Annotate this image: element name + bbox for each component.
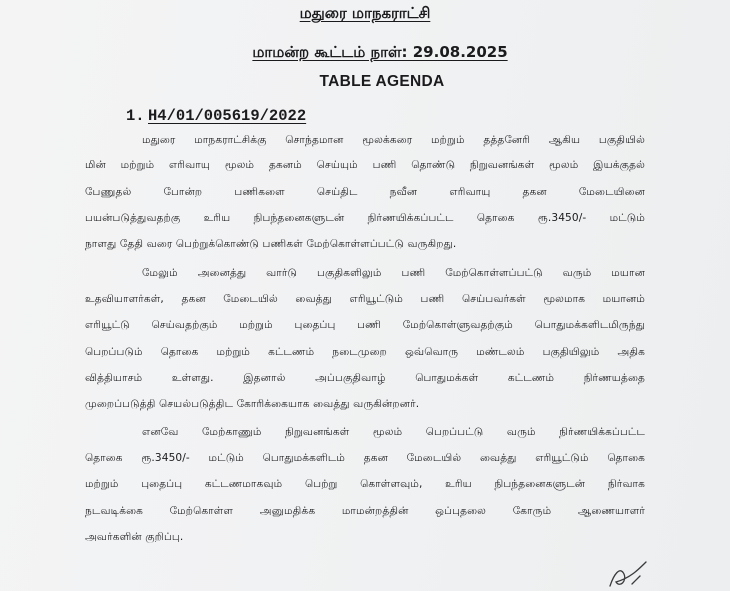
paragraph-1-line-2: மின் மற்றும் எரிவாயு மூலம் தகனம் செய்யும் பணி தொண்டு நிறுவனங்கள் மூலம் இயக்குதல் (85, 159, 645, 171)
paragraph-2-line-3: எரியூட்டு செய்வதற்கும் மற்றும் புதைப்பு பணி மேற்கொள்ளுவதற்கும் பொதுமக்களிடமிருந்து (85, 319, 645, 331)
paragraph-2-line-1: மேலும் அனைத்து வார்டு பகுதிகளிலும் பணி மேற்கொள்ளப்பட்டு வரும் மயான (142, 267, 645, 279)
paragraph-3-line-5: அவர்களின் குறிப்பு. (85, 531, 184, 543)
paragraph-3-line-1: எனவே மேற்காணும் நிறுவனங்கள் மூலம் பெறப்பட்டு வரும் நிர்ணயிக்கப்பட்ட (142, 426, 645, 438)
item-number: 1. (126, 107, 145, 125)
signature-mark (580, 548, 680, 591)
agenda-heading: TABLE AGENDA (319, 73, 445, 90)
paragraph-3-line-2: தொகை ரூ.3450/- மட்டும் பொதுமக்களிடம் தகன மேடையில் வைத்து எரியூட்டும் தொகை (85, 452, 645, 464)
meeting-date-line: மாமன்ற கூட்டம் நாள்: 29.08.2025 (252, 43, 508, 61)
paragraph-1-line-4: பயன்படுத்துவதற்கு உரிய நிபந்தனைகளுடன் நிர்ணயிக்கப்பட்ட தொகை ரூ.3450/- மட்டும் (85, 212, 645, 224)
paragraph-1-line-5: நாளது தேதி வரை பெற்றுக்கொண்டு பணிகள் மேற்கொள்ளப்பட்டு வருகிறது. (85, 238, 457, 250)
paragraph-2-line-5: வித்தியாசம் உள்ளது. இதனால் அப்பகுதிவாழ் பொதுமக்கள் கட்டணம் நிர்ணயத்தை (85, 372, 645, 384)
item-reference: H4/01/005619/2022 (148, 107, 307, 125)
paragraph-2-line-2: உதவியாளர்கள், தகன மேடையில் வைத்து எரியூட்டும் பணி செய்பவர்கள் மூலமாக மயானம் (85, 293, 645, 305)
paragraph-3-line-3: மற்றும் புதைப்பு கட்டணமாகவும் பெற்று கொள்ளவும், உரிய நிபந்தனைகளுடன் நிர்வாக (85, 478, 645, 490)
paragraph-2-line-4: பெறப்படும் தொகை மற்றும் கட்டணம் நடைமுறை ஒவ்வொரு மண்டலம் பகுதியிலும் அதிக (85, 346, 645, 358)
paragraph-1-line-1: மதுரை மாநகராட்சிக்கு சொந்தமான மூலக்கரை மற்றும் தத்தனேரி ஆகிய பகுதியில் (142, 134, 645, 146)
paragraph-3-line-4: நடவடிக்கை மேற்கொள்ள அனுமதிக்க மாமன்றத்தின் ஒப்புதலை கோரும் ஆணையாளர் (85, 505, 645, 517)
corporation-title: மதுரை மாநகராட்சி (299, 4, 431, 22)
paragraph-2-line-6: முறைப்படுத்தி செயல்படுத்திட கோரிக்கையாக வைத்து வருகின்றனர். (85, 398, 420, 410)
paragraph-1-line-3: பேணுதல் போன்ற பணிகளை செய்திட நவீன எரிவாயு தகன மேடையினை (85, 186, 645, 198)
